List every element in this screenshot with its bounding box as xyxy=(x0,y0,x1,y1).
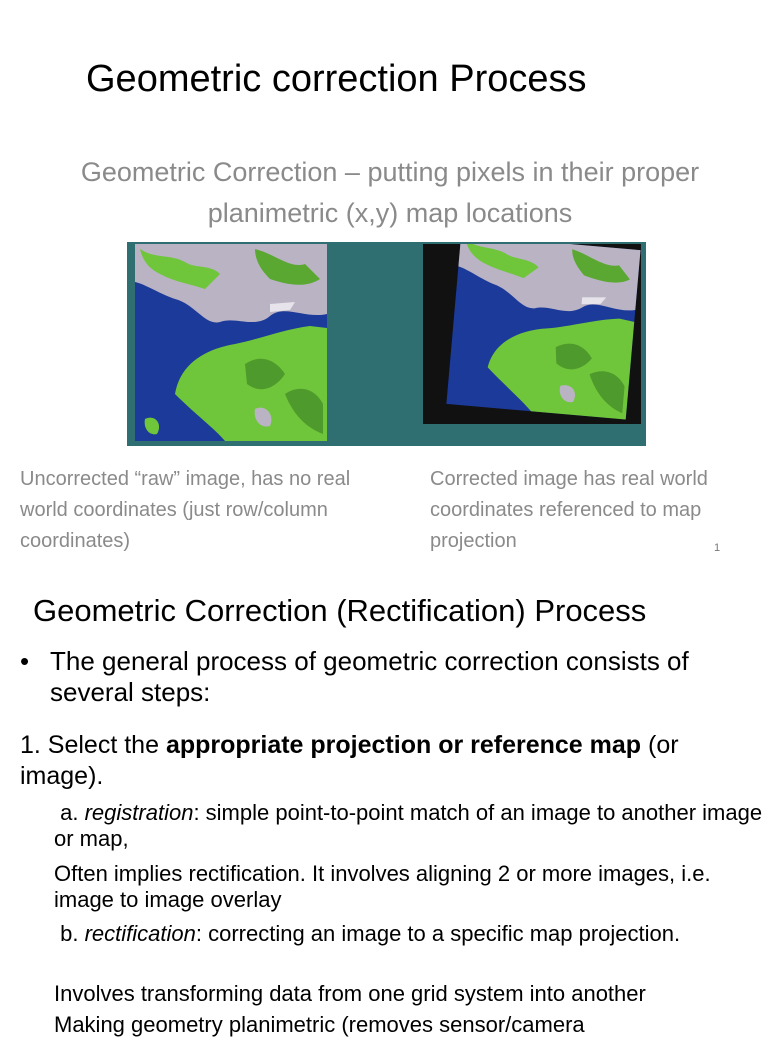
bullet-item xyxy=(20,646,760,708)
corrected-caption: Corrected image has real world coordinates referenced to map projection xyxy=(430,468,708,552)
bullet-text: The general process of geometric correction consists of several steps: xyxy=(50,646,689,707)
section-title: Geometric Correction (Rectification) Process xyxy=(33,593,647,628)
page-number: 1 xyxy=(714,542,721,554)
registration-term: registration xyxy=(84,800,194,825)
registration-definition: : simple point-to-point match of an image to another image or map, xyxy=(54,800,763,851)
step-1-prefix: 1. Select the xyxy=(20,731,166,759)
corrected-satellite-image xyxy=(423,244,641,424)
bullet-dot: • xyxy=(20,646,30,676)
sub-item-rectification xyxy=(54,921,764,947)
sub-a-prefix: a. xyxy=(60,800,85,825)
rectification-definition: : correcting an image to a specific map projection. xyxy=(195,921,681,946)
step-1-suffix: (or image). xyxy=(20,731,679,790)
step-1-emphasis: appropriate projection or reference map xyxy=(165,731,642,759)
slide-subtitle: Geometric Correction – putting pixels in their proper planimetric (x,y) map locations xyxy=(80,157,700,228)
sub-item-registration xyxy=(54,800,764,852)
rectification-term: rectification xyxy=(84,921,196,946)
rectification-note-1: Involves transforming data from one grid system into another xyxy=(54,981,646,1006)
slide-title: Geometric correction Process xyxy=(86,58,587,100)
sub-b-prefix: b. xyxy=(60,921,85,946)
rectification-note-2: Making geometry planimetric (removes sensor/camera xyxy=(54,1012,585,1037)
step-1 xyxy=(20,730,760,792)
uncorrected-caption: Uncorrected “raw” image, has no real world coordinates (just row/column coordinates) xyxy=(20,468,351,552)
uncorrected-satellite-image xyxy=(135,244,327,441)
registration-note: Often implies rectification. It involves aligning 2 or more images, i.e. image to image overlay xyxy=(54,861,711,912)
